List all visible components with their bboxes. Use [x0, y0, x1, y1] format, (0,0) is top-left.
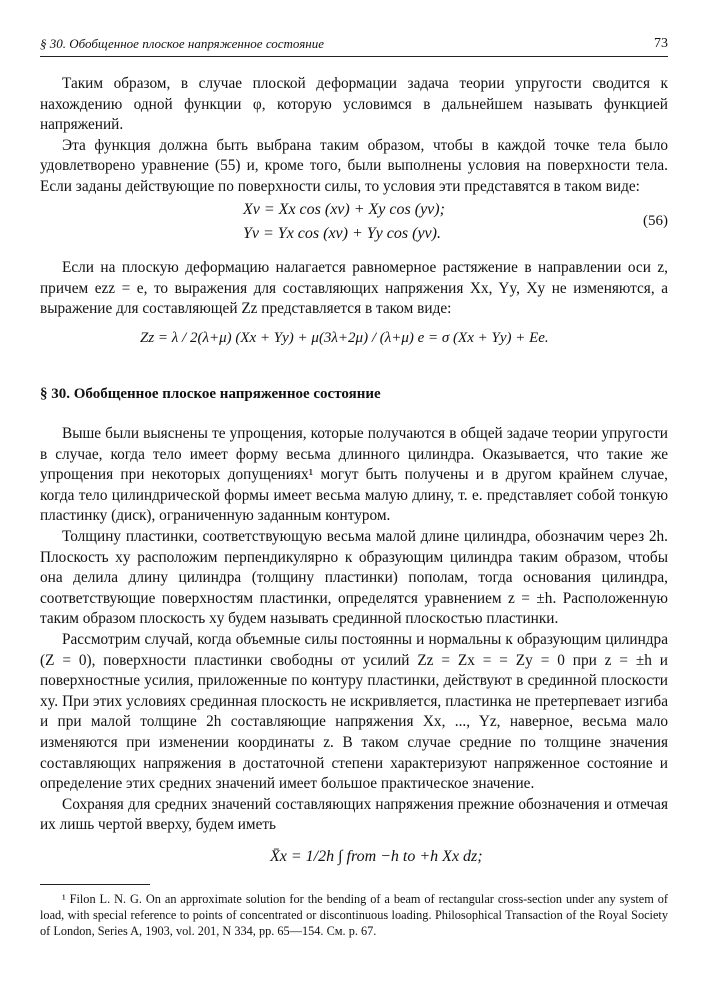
- running-header: [40, 36, 668, 57]
- section-heading: § 30. Обобщенное плоское напряженное состояние: [40, 386, 381, 402]
- footnote: [40, 892, 668, 939]
- text-block-middle: [40, 258, 668, 320]
- paragraph-7: Сохраняя для средних значений составляющих напряжения прежние обозначения и отмечая их лишь чертой вверху, будем иметь: [40, 795, 668, 834]
- paragraph-4: Выше были выяснены те упрощения, которые получаются в общей задаче теории упругости в случае, когда тело имеет форму весьма длинного цилиндра. Оказывается, что такие же упрощения при некоторых допущениях¹ могут быть получены и в другом крайнем случае, когда тело цилиндрической формы имеет весьма малую длину, т. е. представляет собой тонкую пластинку (диск), ограниченную заданным контуром.: [40, 425, 668, 525]
- paragraph-3: Если на плоскую деформацию налагается равномерное растяжение в направлении оси z, причем ezz = e, то выражения для составляющих напряжения Xx, Yy, Xy не изменяются, а выражение для составляющей Zz представляется в таком виде:: [40, 259, 668, 318]
- text-block-top: [40, 74, 668, 198]
- running-header-title: § 30. Обобщенное плоское напряженное состояние: [40, 36, 325, 51]
- paragraph-1: Таким образом, в случае плоской деформации задача теории упругости сводится к нахождению одной функции φ, которую условимся в дальнейшем называть функцией напряжений.: [40, 75, 668, 134]
- footnote-text: ¹ Filon L. N. G. On an approximate solution for the bending of a beam of rectangular cross-section under any system of load, with special reference to points of concentrated or discontinuous loading. Philosophical Transaction of the Royal Society of London, Series A, 1903, vol. 201, N 334, pp. 65—154. См. р. 67.: [40, 892, 668, 938]
- equation-56-line-2: Yν = Yx cos (xν) + Yy cos (yν).: [243, 225, 441, 242]
- equation-56-label: (56): [643, 213, 668, 229]
- equation-zz: Zz = λ / 2(λ+μ) (Xx + Yy) + μ(3λ+2μ) / (λ+μ) e = σ (Xx + Yy) + Ee.: [140, 330, 549, 346]
- equation-56-line-1: Xν = Xx cos (xν) + Xy cos (yν);: [243, 201, 445, 218]
- paragraph-5: Толщину пластинки, соответствующую весьма малой длине цилиндра, обозначим через 2h. Плоскость xy расположим перпендикулярно к образующим цилиндра таким образом, чтобы она делила длину цилиндра (толщину пластинки) пополам, тогда основания цилиндра, соответствующие поверхностям пластинки, определятся уравнением z = ±h. Расположенную таким образом плоскость xy будем называть срединной плоскостью пластинки.: [40, 527, 668, 628]
- page-number: 73: [654, 36, 668, 51]
- footnote-rule: [40, 884, 150, 885]
- equation-mean-stress: X̄x = 1/2h ∫ from −h to +h Xx dz;: [270, 848, 483, 865]
- paragraph-6: Рассмотрим случай, когда объемные силы постоянны и нормальны к образующим цилиндра (Z = 0), поверхности пластинки свободны от усилий Zz = Zx = = Zy = 0 при z = ±h и поверхностные усилия, приложенные по контуру пластинки, действуют в срединной плоскости xy. При этих условиях срединная плоскость не искривляется, пластинка не претерпевает изгиба и при малой толщине 2h составляющие напряжения Xx, ..., Yz, наверное, весьма мало изменяются при изменении координаты z. В таком случае средние по толщине значения составляющих напряжения в достаточной степени характеризуют напряженное состояние и определение этих средних значений имеет большое практическое значение.: [40, 630, 668, 793]
- paragraph-2: Эта функция должна быть выбрана таким образом, чтобы в каждой точке тела было удовлетворено уравнение (55) и, кроме того, были выполнены условия на поверхности тела. Если заданы действующие по поверхности силы, то условия эти представятся в таком виде:: [40, 136, 668, 195]
- text-block-main: [40, 424, 668, 836]
